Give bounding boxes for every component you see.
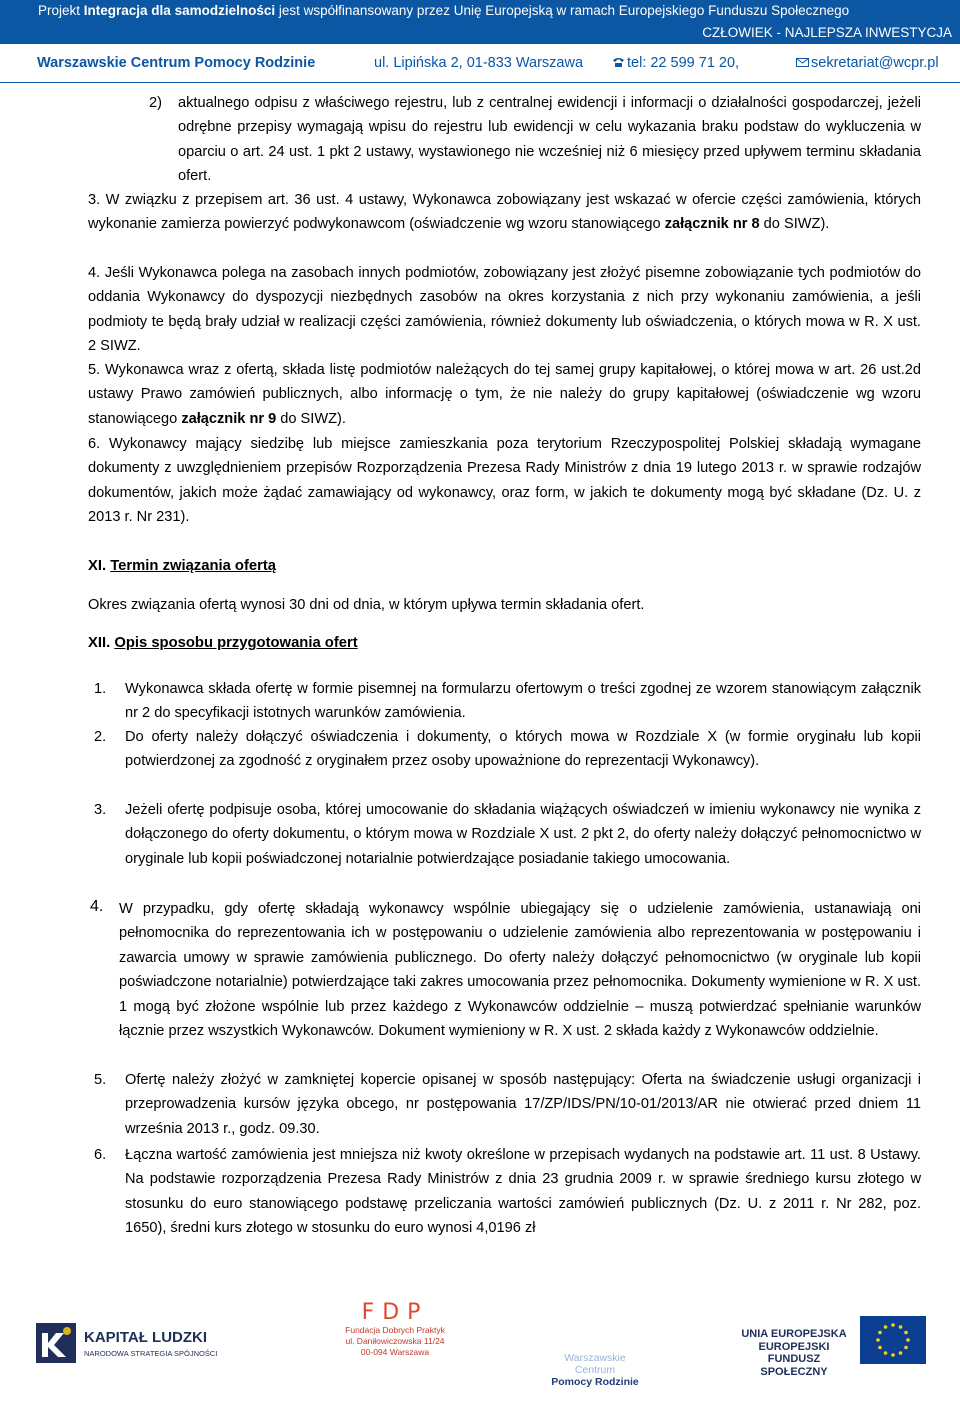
- kl-title: KAPITAŁ LUDZKI: [84, 1329, 208, 1346]
- list-item-number: 3.: [94, 802, 107, 818]
- email-icon: [796, 57, 809, 68]
- fdp-logo: [340, 1300, 450, 1395]
- org-email[interactable]: sekretariat@wcpr.pl: [796, 55, 939, 71]
- kapital-ludzki-icon: [34, 1321, 78, 1365]
- footer-logos: [0, 1290, 960, 1405]
- list-item-number: 1.: [94, 681, 107, 697]
- fdp-address-1: ul. Daniłowiczowska 11/24: [345, 1336, 445, 1346]
- list-item-text: Ofertę należy złożyć w zamkniętej kopercie opisanej w sposób następujący: Oferta na świadczenie usługi organizacji i przeprowadzenia kursów języka obcego, nr postępowania 17/ZP/IDS/PN/10-01/2013/AR nie otwierać przed dniem 11 września 2013 r., godz. 09.30.: [125, 1072, 921, 1137]
- list-item-number: 6.: [94, 1147, 107, 1163]
- list-item-number: 5.: [94, 1072, 107, 1088]
- list-item-number: 2): [149, 95, 162, 111]
- list-item-text: Wykonawca składa ofertę w formie pisemnej na formularzu ofertowym o treści zgodnej ze wzorem stanowiącym załącznik nr 2 do specyfikacji istotnych warunków zamówienia.: [125, 681, 921, 722]
- eu-text: UNIA EUROPEJSKA EUROPEJSKI FUNDUSZ SPOŁECZNY: [741, 1328, 847, 1378]
- kl-subtitle: NARODOWA STRATEGIA SPÓJNOŚCI: [84, 1349, 218, 1358]
- list-item-text: Łączna wartość zamówienia jest mniejsza niż kwoty określone w przepisach wydanych na podstawie art. 11 ust. 8 Ustawy. Na podstawie rozporządzenia Prezesa Rady Ministrów z dnia 23 grudnia 2009 r. w sprawie średniego kursu złotego w stosunku do euro stanowiącego podstawę przeliczania wartości zamówień publicznych (Dz. U. z 2011 r. Nr 282, poz. 1650), średni kurs złotego w stosunku do euro wynosi 4,0196 zł: [125, 1147, 921, 1237]
- section-heading-xi: XI. Termin związania ofertą: [88, 558, 277, 574]
- section-xi-text: Okres związania ofertą wynosi 30 dni od dnia, w którym upływa termin składania ofert.: [88, 597, 645, 613]
- phone-icon: [612, 57, 625, 68]
- org-address: ul. Lipińska 2, 01-833 Warszawa: [374, 55, 584, 71]
- paragraph-5: 5. Wykonawca wraz z ofertą, składa listę podmiotów należących do tej samej grupy kapitałowej, o której mowa w art. 26 ust.2d ustawy Prawo zamówień publicznych, albo informację o tym, że nie należy do grupy kapitałowej (oświadczenie wg wzoru stanowiącego załącznik nr 9 do SIWZ).: [88, 362, 921, 427]
- org-name: Warszawskie Centrum Pomocy Rodzinie: [37, 55, 316, 71]
- paragraph-4: 4. Jeśli Wykonawca polega na zasobach innych podmiotów, zobowiązany jest złożyć pisemne zobowiązanie tych podmiotów do oddania Wykonawcy do dyspozycji niezbędnych zasobów na okres korzystania z nich przy wykonaniu zamówienia, a jeśli podmioty te będą brały udział w realizacji części zamówienia, również dokumenty lub oświadczenia, o których mowa w R. X ust. 2 SIWZ.: [88, 265, 921, 355]
- fdp-address-2: 00-094 Warszawa: [360, 1347, 430, 1357]
- paragraph-3: 3. W związku z przepisem art. 36 ust. 4 ustawy, Wykonawca zobowiązany jest wskazać w ofercie części zamówienia, których wykonanie zamierza powierzyć podwykonawcom (oświadczenie wg wzoru stanowiącego załącznik nr 8 do SIWZ).: [88, 192, 921, 233]
- list-item-text: Jeżeli ofertę podpisuje osoba, której umocowanie do składania wiążących oświadczeń w imieniu wykonawcy nie wynika z dołączonego do oferty dokumentu, o którym mowa w Rozdziale X ust. 2 pkt 2, do oferty należy dołączyć pełnomocnictwo w oryginale lub kopii poświadczonej notarialnie potwierdzające posiadanie takiego umocowania.: [125, 802, 921, 867]
- list-item-number: 4.: [90, 898, 104, 915]
- org-phone: tel: 22 599 71 20,: [612, 55, 739, 71]
- header-slogan: CZŁOWIEK - NAJLEPSZA INWESTYCJA: [702, 25, 952, 40]
- header-project-line: Projekt Integracja dla samodzielności jest współfinansowany przez Unię Europejską w ramach Europejskiego Funduszu Społecznego: [38, 3, 850, 18]
- eu-flag-icon: [860, 1316, 926, 1364]
- header-divider: [0, 82, 960, 83]
- fdp-name: Fundacja Dobrych Praktyk: [345, 1325, 445, 1335]
- eu-logo: [735, 1310, 930, 1380]
- section-heading-xii: XII. Opis sposobu przygotowania ofert: [88, 635, 358, 651]
- paragraph-6: 6. Wykonawcy mający siedzibę lub miejsce zamieszkania poza terytorium Rzeczypospolitej Polskiej składają wymagane dokumenty z uwzględnieniem przepisów Rozporządzenia Prezesa Rady Ministrów z dnia 19 lutego 2013 r. w sprawie rodzajów dokumentów, jakich może żądać zamawiający od wykonawcy, oraz form, w jakich te dokumenty mogą być składane (Dz. U. z 2013 r. Nr 231).: [88, 436, 921, 526]
- list-item-text: W przypadku, gdy ofertę składają wykonawcy wspólnie ubiegający się o udzielenie zamówienia, ustanawiają oni pełnomocnika do reprezentowania ich w postępowaniu o udzielenie zamówienia albo reprezentowania w postępowaniu i zawarcia umowy w sprawie zamówienia publicznego. Do oferty należy dołączyć pełnomocnictwo (w oryginale lub kopii poświadczone notarialnie) potwierdzające taki zakres umocowania przez pełnomocnika. Dokumenty wymienione w R. X ust. 1 mogą być złożone wspólnie lub przez każdego z Wykonawców oddzielnie – muszą potwierdzać spełnianie warunków łącznie przez wszystkich Wykonawców. Dokument wymieniony w R. X ust. 2 składa każdy z Wykonawców oddzielnie.: [119, 901, 921, 1040]
- fdp-letters: FDP: [361, 1300, 429, 1325]
- header-slogan-bar: [0, 22, 960, 44]
- wcpr-line-2: Pomocy Rodzinie: [551, 1376, 639, 1388]
- list-item-number: 2.: [94, 729, 107, 745]
- header-project-bar: [0, 0, 960, 22]
- wcpr-logo: [545, 1352, 645, 1388]
- header-contact-line: [0, 55, 960, 75]
- kapital-ludzki-logo: [34, 1315, 234, 1375]
- list-item-text: aktualnego odpisu z właściwego rejestru, lub z centralnej ewidencji i informacji o działalności gospodarczej, jeżeli odrębne przepisy wymagają wpisu do rejestru lub ewidencji w celu wykazania braku podstaw do wykluczenia w oparciu o art. 24 ust. 1 pkt 2 ustawy, wystawionego nie wcześniej niż 6 miesięcy przed upływem terminu składania ofert.: [178, 95, 921, 185]
- wcpr-line-1: Warszawskie Centrum: [564, 1352, 626, 1376]
- list-item-text: Do oferty należy dołączyć oświadczenia i dokumenty, o których mowa w Rozdziale X (w formie oryginału lub kopii potwierdzonej za zgodność z oryginałem przez osoby upoważnione do reprezentacji Wykonawcy).: [125, 729, 921, 770]
